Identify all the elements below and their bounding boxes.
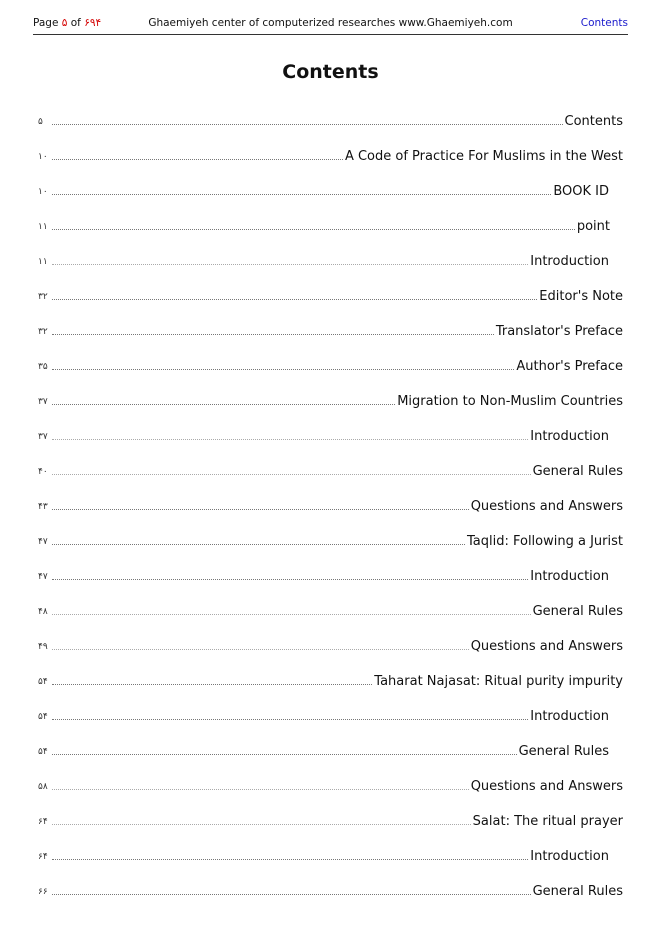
header-source-text: Ghaemiyeh center of computerized researches www.Ghaemiyeh.com xyxy=(148,17,513,29)
toc-page-number: ۵۸ xyxy=(38,782,48,792)
toc-label: Salat: The ritual prayer xyxy=(472,814,623,829)
toc-page-number: ۳۵ xyxy=(38,362,48,372)
toc-page-number: ۴۹ xyxy=(38,642,48,652)
toc-leader xyxy=(52,369,514,370)
toc-label: Introduction xyxy=(530,254,609,269)
toc-page-number: ۱۰ xyxy=(38,187,48,197)
toc-entry[interactable] xyxy=(38,514,623,549)
toc-leader xyxy=(52,684,372,685)
toc-label: General Rules xyxy=(532,464,623,479)
toc-leader xyxy=(52,264,528,265)
toc-leader xyxy=(52,544,465,545)
toc-entry[interactable] xyxy=(38,619,623,654)
toc-entry[interactable] xyxy=(38,864,623,899)
toc-entry[interactable] xyxy=(38,374,623,409)
toc-leader xyxy=(52,194,551,195)
page-title: Contents xyxy=(282,61,379,83)
toc-leader xyxy=(52,124,563,125)
toc-page-number: ۱۰ xyxy=(38,152,48,162)
toc-label: Introduction xyxy=(530,569,609,584)
toc-leader xyxy=(52,439,528,440)
toc-leader xyxy=(52,754,517,755)
toc-leader xyxy=(52,614,531,615)
toc-page-number: ۱۱ xyxy=(38,257,48,267)
toc-entry[interactable] xyxy=(38,444,623,479)
toc-label: Taqlid: Following a Jurist xyxy=(466,534,623,549)
toc-label: Introduction xyxy=(530,709,609,724)
toc-entry[interactable] xyxy=(38,234,609,269)
toc-label: General Rules xyxy=(518,744,609,759)
toc-entry[interactable] xyxy=(38,689,609,724)
toc-leader xyxy=(52,789,469,790)
toc-page-number: ۴۷ xyxy=(38,537,48,547)
page-prefix: Page xyxy=(33,17,59,29)
toc-label: Migration to Non-Muslim Countries xyxy=(397,394,623,409)
toc-page-number: ۴۳ xyxy=(38,502,48,512)
toc-label: Editor's Note xyxy=(539,289,623,304)
toc-entry[interactable] xyxy=(38,94,623,129)
toc-entry[interactable] xyxy=(38,409,609,444)
toc-page-number: ۴۷ xyxy=(38,572,48,582)
toc-label: Introduction xyxy=(530,849,609,864)
toc-label: A Code of Practice For Muslims in the West xyxy=(344,149,623,164)
toc-entry[interactable] xyxy=(38,724,609,759)
toc-label: General Rules xyxy=(532,884,623,899)
toc-label: Introduction xyxy=(530,429,609,444)
toc-leader xyxy=(52,859,528,860)
toc-page-number: ۱۱ xyxy=(38,222,48,232)
toc-label: point xyxy=(576,219,610,234)
contents-link[interactable]: Contents xyxy=(580,17,628,29)
toc-entry[interactable] xyxy=(38,339,623,374)
toc-entry[interactable] xyxy=(38,479,623,514)
toc-label: Translator's Preface xyxy=(495,324,623,339)
toc-label: Questions and Answers xyxy=(470,779,623,794)
toc-leader xyxy=(52,474,531,475)
toc-entry[interactable] xyxy=(38,654,623,689)
toc-page-number: ۵ xyxy=(38,117,43,127)
toc-label: Author's Preface xyxy=(516,359,623,374)
toc-page-number: ۳۷ xyxy=(38,397,48,407)
toc-entry[interactable] xyxy=(38,304,623,339)
toc-entry[interactable] xyxy=(38,164,609,199)
toc-entry[interactable] xyxy=(38,549,609,584)
toc-page-number: ۳۲ xyxy=(38,327,48,337)
toc-leader xyxy=(52,299,537,300)
toc-page-number: ۴۰ xyxy=(38,467,48,477)
toc-label: Questions and Answers xyxy=(470,499,623,514)
toc-label: Contents xyxy=(564,114,623,129)
total-pages: ۶۹۴ xyxy=(84,17,102,29)
toc-page-number: ۳۲ xyxy=(38,292,48,302)
toc-page-number: ۶۴ xyxy=(38,817,48,827)
toc-entry[interactable] xyxy=(38,794,623,829)
toc-leader xyxy=(52,159,343,160)
toc-label: BOOK ID xyxy=(553,184,609,199)
toc-page-number: ۴۸ xyxy=(38,607,48,617)
toc-entry[interactable] xyxy=(38,829,609,864)
page-of: of xyxy=(70,17,81,29)
toc-entry[interactable] xyxy=(38,759,623,794)
toc-entry[interactable] xyxy=(38,269,623,304)
toc-entry[interactable] xyxy=(38,584,623,619)
toc-page-number: ۵۴ xyxy=(38,747,48,757)
toc-leader xyxy=(52,404,395,405)
toc-leader xyxy=(52,824,471,825)
toc-entry[interactable] xyxy=(38,199,610,234)
toc-page-number: ۶۴ xyxy=(38,852,48,862)
toc-leader xyxy=(52,229,575,230)
toc-page-number: ۳۷ xyxy=(38,432,48,442)
toc-leader xyxy=(52,334,494,335)
toc-page-number: ۵۴ xyxy=(38,712,48,722)
toc-leader xyxy=(52,649,469,650)
page-header xyxy=(33,12,628,35)
toc-label: General Rules xyxy=(532,604,623,619)
toc-leader xyxy=(52,719,528,720)
toc-leader xyxy=(52,509,469,510)
toc-leader xyxy=(52,894,531,895)
toc-label: Questions and Answers xyxy=(470,639,623,654)
toc-leader xyxy=(52,579,528,580)
toc-label: Taharat Najasat: Ritual purity impurity xyxy=(374,674,623,689)
current-page-number: ۵ xyxy=(61,17,68,29)
toc-page-number: ۶۶ xyxy=(38,887,48,897)
toc-page-number: ۵۴ xyxy=(38,677,48,687)
toc-entry[interactable] xyxy=(38,129,623,164)
